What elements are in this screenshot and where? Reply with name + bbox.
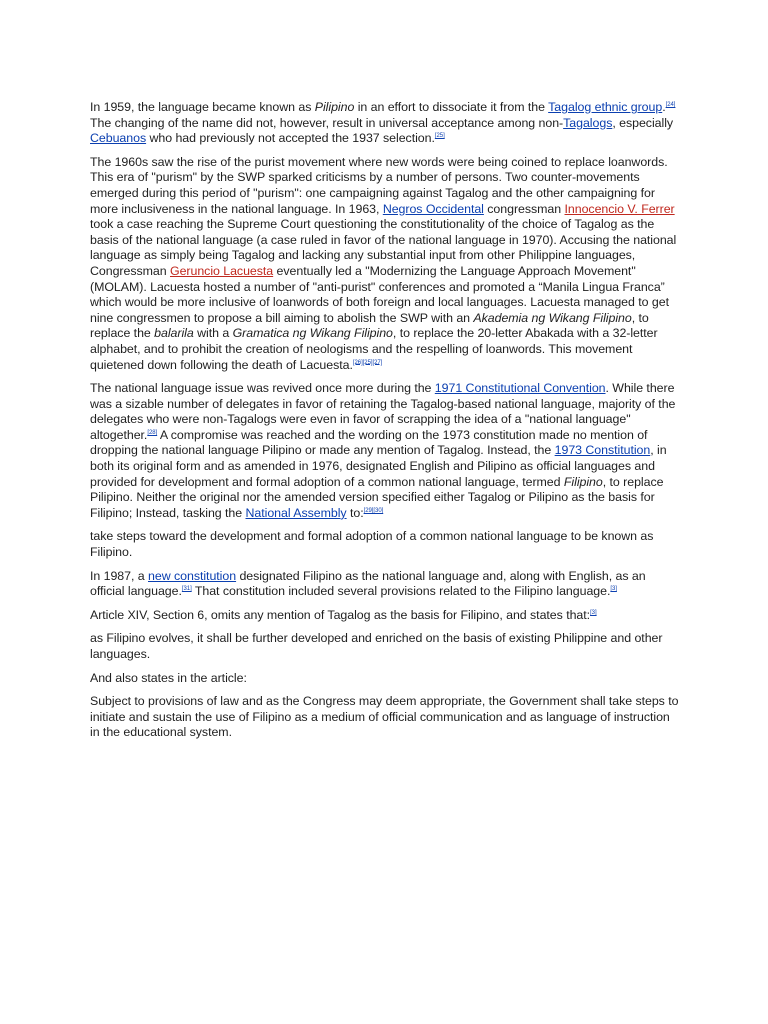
link-geruncio-lacuesta[interactable]: Geruncio Lacuesta (169, 263, 274, 278)
text: as Filipino evolves, it shall be further developed and enriched on the basis of existing Philippine and other languages. (90, 631, 663, 661)
citation-ref[interactable]: [3] (590, 609, 597, 616)
document-body (90, 100, 680, 749)
italic-term: Akademia ng Wikang Filipino (473, 310, 632, 325)
text: The changing of the name did not, however, result in universal acceptance among non- (90, 115, 564, 130)
paragraph-pilipino-1959 (90, 100, 680, 147)
paragraph-also-states (90, 671, 680, 687)
text: A compromise was reached and the wording on the 1973 constitution made no mention of dropping the national language Pilipino or made any mention of Tagalog. Instead, the (90, 427, 648, 458)
italic-term: balarila (154, 326, 194, 341)
citation-ref[interactable]: [29][30] (363, 507, 384, 514)
italic-term: Gramatica ng Wikang Filipino (232, 326, 393, 341)
text: , to replace the 20-letter Abakada with a 32-letter alphabet, and to prohibit the creation of neologisms and the respelling of loanwords. This movement quietened down following the death of Lacuesta. (90, 326, 658, 372)
text: congressman (483, 201, 565, 216)
text: Subject to provisions of law and as the Congress may deem appropriate, the Government shall take steps to initiate and sustain the use of Filipino as a medium of official communication and as language of instruction in the educational system. (90, 694, 679, 740)
citation-ref[interactable]: [3] (610, 586, 617, 593)
link-1971-constitutional-convention[interactable]: 1971 Constitutional Convention (434, 381, 606, 396)
text: , to replace the (90, 310, 649, 341)
paragraph-1971-convention (90, 381, 680, 521)
text: with a (193, 326, 233, 341)
text: to: (346, 505, 364, 520)
text: And also states in the article: (90, 670, 247, 685)
citation-ref[interactable]: [24] (665, 101, 676, 108)
text: In 1987, a (90, 568, 149, 583)
text: , in both its original form and as amended in 1976, designated English and Pilipino as official languages and provided for development and formal adoption of a common national language, termed (90, 443, 667, 489)
link-tagalogs[interactable]: Tagalogs (563, 115, 613, 130)
text: took a case reaching the Supreme Court questioning the constitutionality of the choice of Tagalog as the basis of the national language (a case ruled in favor of the national language in 1970). Accusing the national language as simply being Tagalog and lacking any substantial input from other Philippine languages, Congressman (90, 217, 677, 278)
text: The national language issue was revived once more during the (90, 381, 435, 396)
text: , especially (612, 115, 674, 130)
text: take steps toward the development and formal adoption of a common national language to be known as Filipino. (90, 529, 654, 560)
text: The 1960s saw the rise of the purist movement where new words were being coined to replace loanwords. This era of "purism" by the SWP sparked criticisms by a number of persons. Two counter-movements emerged during this period of "purism": one campaigning against Tagalog and the other campaigning for more inclusiveness in the national language. In 1963, (90, 154, 668, 216)
quote-national-language (90, 529, 680, 560)
text: . While there was a sizable number of delegates in favor of retaining the Tagalog-based national language, majority of the delegates who were non-Tagalogs were even in favor of scrapping the idea of a "national language" altogether. (90, 381, 676, 442)
paragraph-article-xiv (90, 608, 680, 624)
link-innocencio-ferrer[interactable]: Innocencio V. Ferrer (564, 201, 675, 216)
text: eventually led a "Modernizing the Language Approach Movement" (MOLAM). Lacuesta hosted a number of "anti-purist" conferences and promoted a “Manila Lingua Franca” which would be more inclusive of loanwords of both foreign and local languages. Lacuesta managed to get nine congressmen to propose a bill aiming to abolish the SWP with an (90, 263, 669, 325)
text: . (662, 100, 666, 114)
text: who had previously not accepted the 1937 selection. (146, 131, 435, 146)
text: That constitution included several provisions related to the Filipino language. (191, 584, 611, 599)
link-cebuanos[interactable]: Cebuanos (90, 131, 147, 146)
citation-ref[interactable]: [28] (147, 429, 158, 436)
text: designated Filipino as the national language and, along with English, as an official language. (90, 568, 646, 599)
italic-term: Pilipino (314, 100, 355, 114)
link-negros-occidental[interactable]: Negros Occidental (382, 201, 484, 216)
text: In 1959, the language became known as (90, 100, 315, 114)
italic-term: Filipino (563, 474, 603, 489)
citation-ref[interactable]: [31] (181, 586, 192, 593)
citation-ref[interactable]: [26][25][27] (352, 359, 383, 366)
paragraph-purist-movement (90, 155, 680, 373)
text: Article XIV, Section 6, omits any mention of Tagalog as the basis for Filipino, and states that: (90, 607, 591, 622)
link-1973-constitution[interactable]: 1973 Constitution (554, 443, 651, 458)
link-national-assembly[interactable]: National Assembly (245, 505, 347, 520)
text: , to replace Pilipino. Neither the original nor the amended version specified either Tagalog or Pilipino as the basis for Filipino; Instead, tasking the (90, 474, 664, 520)
link-new-constitution[interactable]: new constitution (148, 568, 237, 583)
link-tagalog-ethnic-group[interactable]: Tagalog ethnic group (548, 100, 663, 114)
citation-ref[interactable]: [25] (434, 133, 445, 140)
quote-subject-to-provisions (90, 694, 680, 741)
paragraph-1987-constitution (90, 569, 680, 600)
quote-filipino-evolves (90, 631, 680, 662)
text: in an effort to dissociate it from the (354, 100, 549, 114)
